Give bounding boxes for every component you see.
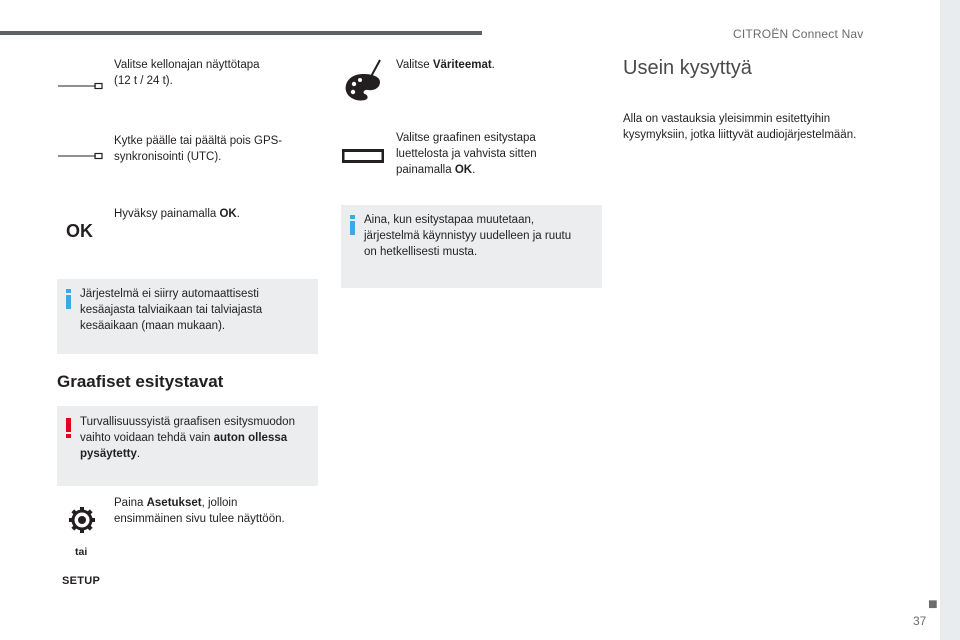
or-label: tai (75, 546, 88, 558)
ok-icon: OK (66, 221, 93, 241)
warning-box (57, 406, 318, 486)
color-themes-text: Valitse Väriteemat. (396, 59, 495, 71)
section-title: Graafiset esitystavat (57, 372, 224, 391)
faq-intro-text: Alla on vastauksia yleisimmin esitettyihin kysymyksiin, jotka liittyvät audiojärjestelmään. (623, 113, 857, 141)
header-title: CITROËN Connect Nav (733, 27, 864, 41)
page-edge-strip (940, 0, 960, 640)
gear-icon (68, 506, 96, 534)
page-marker: ■ (928, 596, 938, 613)
clock-format-text: Valitse kellonajan näyttötapa (12 t / 24 t). (114, 59, 260, 87)
header-rule (0, 31, 482, 35)
info-restart-text: Aina, kun esitystapaa muutetaan, järjestelmä käynnistyy uudelleen ja ruutu on hetkellisesti musta. (364, 214, 572, 258)
palette-brush-icon (343, 56, 383, 104)
info-box-dst (57, 279, 318, 354)
faq-title: Usein kysyttyä (623, 57, 752, 79)
info-box-restart (341, 205, 602, 288)
settings-text: Paina Asetukset, jolloin ensimmäinen sivu tulee näyttöön. (114, 497, 285, 525)
graphic-style-text: Valitse graafinen esitystapa luettelosta ja vahvista sitten painamalla OK. (396, 132, 537, 176)
setup-button-label: SETUP (62, 575, 101, 587)
confirm-ok-text: Hyväksy painamalla OK. (114, 208, 240, 220)
page-number: 37 (913, 614, 927, 628)
slider-line-icon (58, 150, 104, 162)
display-bar-icon (342, 149, 384, 163)
gps-sync-text: Kytke päälle tai päältä pois GPS- synkronisointi (UTC). (114, 135, 283, 163)
info-dst-text: Järjestelmä ei siirry automaattisesti kesäajasta talviaikaan tai talviajasta kesäaikaan (maan mukaan). (80, 288, 263, 332)
warning-text: Turvallisuussyistä graafisen esitysmuodon vaihto voidaan tehdä vain auton ollessa pysäytetty. (80, 416, 295, 460)
slider-line-icon (58, 80, 104, 92)
